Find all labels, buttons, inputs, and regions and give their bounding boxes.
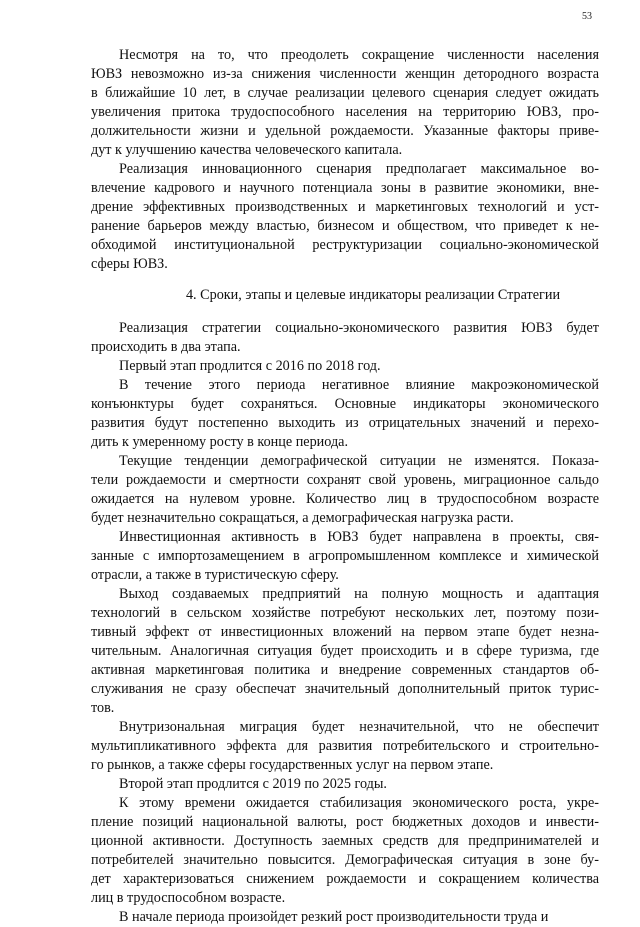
text-line: потребителей значительно повысится. Демографическая ситуация в зоне бу- (91, 852, 599, 868)
text-line: тели рождаемости и смертности сохранят свой уровень, миграционное сальдо (91, 472, 599, 488)
text-line: В течение этого периода негативное влияние макроэкономической (119, 377, 599, 393)
text-line: Второй этап продлится с 2019 по 2025 годы. (119, 776, 387, 792)
text-line: Выход создаваемых предприятий на полную мощность и адаптация (119, 586, 599, 602)
text-line: Текущие тенденции демографической ситуации не изменятся. Показа- (119, 453, 599, 469)
text-line: Реализация стратегии социально-экономического развития ЮВЗ будет (119, 320, 599, 336)
text-line: отрасли, а также в туристическую сферу. (91, 567, 339, 583)
text-line: конъюнктуры будет сохраняться. Основные индикаторы экономического (91, 396, 599, 412)
text-line: Первый этап продлится с 2016 по 2018 год. (119, 358, 381, 374)
text-line: мультипликативного эффекта для развития потребительского и строительно- (91, 738, 599, 754)
text-line: В начале периода произойдет резкий рост производительности труда и (119, 909, 549, 925)
paragraph (91, 775, 599, 794)
text-line: ожидается на нулевом уровне. Количество лиц в трудоспособном возрасте (91, 491, 599, 507)
text-line: Несмотря на то, что преодолеть сокращение численности населения (119, 47, 599, 63)
text-line: дить к умеренному росту в конце периода. (91, 434, 349, 450)
text-line: служивания не сразу обеспечат значительный дополнительный приток турис- (91, 681, 599, 697)
text-line: сферы ЮВЗ. (91, 256, 168, 272)
text-line: должительности жизни и удельной рождаемости. Указанные факторы приве- (91, 123, 599, 139)
section-heading: 4. Сроки, этапы и целевые индикаторы реализации Стратегии (185, 287, 561, 303)
text-line: чительным. Аналогичная ситуация будет происходить и в сфере туризма, где (91, 643, 599, 659)
paragraph (91, 528, 599, 585)
paragraph (91, 794, 599, 908)
paragraph (91, 357, 599, 376)
text-line: Внутризональная миграция будет незначительной, что не обеспечит (119, 719, 599, 735)
text-line: ЮВЗ невозможно из-за снижения численности женщин детородного возраста (91, 66, 599, 82)
text-line: Инвестиционная активность в ЮВЗ будет направлена в проекты, свя- (119, 529, 599, 545)
paragraph (91, 160, 599, 274)
document-body (91, 46, 599, 927)
paragraph (91, 452, 599, 528)
paragraph (91, 376, 599, 452)
page-number: 53 (582, 11, 592, 22)
text-line: занные с импортозамещением в агропромышленном комплексе и химической (91, 548, 599, 564)
text-line: увеличения притока трудоспособного населения на территорию ЮВЗ, про- (91, 104, 599, 120)
text-line: го рынков, а также сферы государственных услуг на первом этапе. (91, 757, 494, 773)
text-line: пление позиций национальной валюты, рост бюджетных доходов и инвести- (91, 814, 599, 830)
paragraph (91, 908, 599, 927)
text-line: влечение кадрового и научного потенциала зоны в развитие экономики, вне- (91, 180, 599, 196)
paragraph (91, 585, 599, 718)
paragraph (91, 718, 599, 775)
text-line: тивный эффект от инвестиционных вложений на первом этапе будет незна- (91, 624, 599, 640)
paragraph (91, 319, 599, 357)
text-line: будет незначительно сокращаться, а демографическая нагрузка расти. (91, 510, 514, 526)
text-line: развития будут постепенно выходить из отрицательных значений и перехо- (91, 415, 599, 431)
text-line: в ближайшие 10 лет, в случае реализации целевого сценария следует ожидать (91, 85, 599, 101)
text-line: ционной активности. Доступность заемных средств для предпринимателей и (91, 833, 599, 849)
text-line: тов. (91, 700, 115, 716)
text-line: ранение барьеров между властью, бизнесом и обществом, что приведет к не- (91, 218, 599, 234)
text-line: К этому времени ожидается стабилизация экономического роста, укре- (119, 795, 599, 811)
text-line: обходимой институциональной реструктуризации социально-экономической (91, 237, 599, 253)
text-line: Реализация инновационного сценария предполагает максимальное во- (119, 161, 599, 177)
text-line: лиц в трудоспособном возрасте. (91, 890, 286, 906)
text-line: дут к улучшению качества человеческого капитала. (91, 142, 403, 158)
text-line: дрение эффективных производственных и маркетинговых технологий и уст- (91, 199, 599, 215)
paragraph (91, 46, 599, 160)
text-line: активная маркетинговая политика и внедрение современных стандартов об- (91, 662, 599, 678)
text-line: технологий в сельском хозяйстве потребуют нескольких лет, поэтому пози- (91, 605, 599, 621)
text-line: происходить в два этапа. (91, 339, 241, 355)
text-line: дет характеризоваться снижением рождаемости и сокращением количества (91, 871, 599, 887)
